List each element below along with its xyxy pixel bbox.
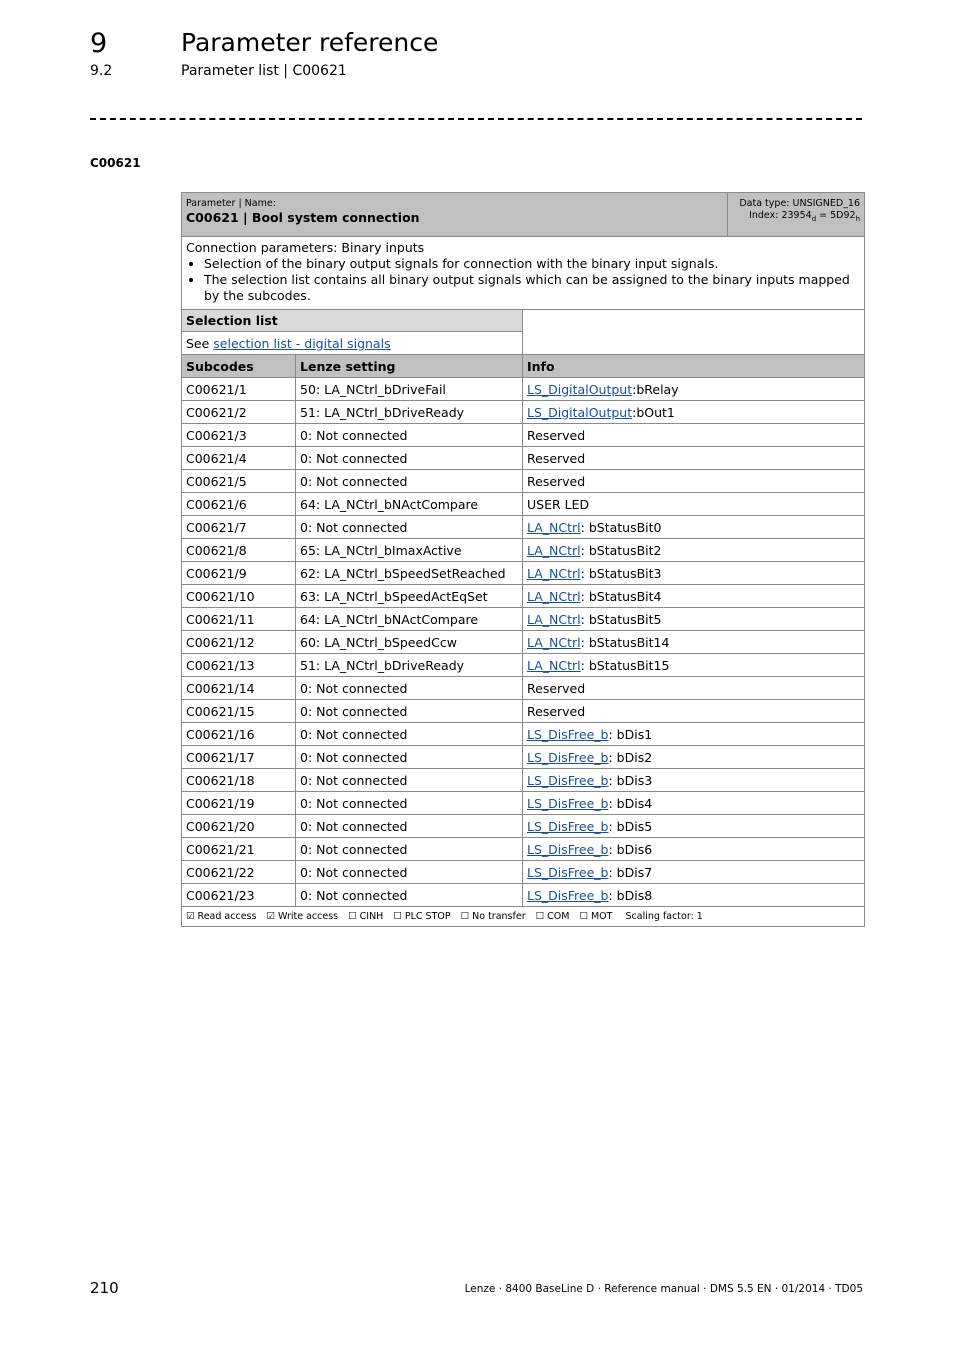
info-link[interactable]: LS_DisFree_b [527,864,609,880]
lenze-setting-cell: 65: LA_NCtrl_bImaxActive [296,539,523,562]
lenze-setting-cell: 0: Not connected [296,516,523,539]
selection-list-empty-cell [523,310,865,355]
subcode-cell: C00621/23 [182,884,296,907]
subcode-cell: C00621/5 [182,470,296,493]
lenze-setting-cell: 0: Not connected [296,447,523,470]
access-footer-cell [182,907,865,927]
info-text: : bStatusBit5 [580,611,662,627]
description-bullet: • The selection list contains all binary output signals which can be assigned to the binary inputs mapped by the subcodes. [204,272,860,304]
subcode-cell: C00621/18 [182,769,296,792]
table-row [182,631,865,654]
chapter-title: Parameter reference [181,28,439,57]
parameter-header-row [182,193,865,237]
info-cell [523,815,865,838]
table-row [182,401,865,424]
table-row [182,746,865,769]
info-text: Reserved [527,427,586,443]
table-row [182,815,865,838]
info-link[interactable]: LS_DigitalOutput [527,404,633,420]
info-cell [523,838,865,861]
info-link[interactable]: LS_DisFree_b [527,887,609,903]
description-row [182,237,865,310]
info-link[interactable]: LS_DigitalOutput [527,381,633,397]
info-cell [523,677,865,700]
info-text: : bDis1 [608,726,653,742]
info-cell [523,378,865,401]
column-header-info: Info [523,355,865,378]
info-cell [523,654,865,677]
info-cell [523,631,865,654]
table-row [182,700,865,723]
lenze-setting-cell: 0: Not connected [296,470,523,493]
info-link[interactable]: LS_DisFree_b [527,772,609,788]
table-row [182,861,865,884]
selection-list-cell: See selection list - digital signals [182,332,523,355]
column-header-lenze-setting: Lenze setting [296,355,523,378]
info-cell [523,792,865,815]
subcode-cell: C00621/21 [182,838,296,861]
parameter-meta-cell [728,193,865,237]
subcode-cell: C00621/7 [182,516,296,539]
lenze-setting-cell: 62: LA_NCtrl_bSpeedSetReached [296,562,523,585]
lenze-setting-cell: 51: LA_NCtrl_bDriveReady [296,401,523,424]
info-cell [523,769,865,792]
lenze-setting-cell: 0: Not connected [296,815,523,838]
info-text: : bStatusBit4 [580,588,662,604]
parameter-index: Index: $23954_d = 5D92_h$ [749,210,861,223]
table-row [182,470,865,493]
table-row [182,884,865,907]
info-link[interactable]: LS_DisFree_b [527,818,609,834]
lenze-setting-cell: 64: LA_NCtrl_bNActCompare [296,493,523,516]
info-cell [523,470,865,493]
info-cell [523,585,865,608]
table-row [182,585,865,608]
subcode-cell: C00621/17 [182,746,296,769]
info-link[interactable]: LA_NCtrl [527,634,581,650]
info-link[interactable]: LS_DisFree_b [527,749,609,765]
info-link[interactable]: LA_NCtrl [527,588,581,604]
description-text: Connection parameters: Binary inputs [186,240,425,255]
info-link[interactable]: LS_DisFree_b [527,726,609,742]
table-row [182,769,865,792]
column-header-row [182,355,865,378]
info-text: : bDis3 [608,772,653,788]
lenze-setting-cell: 0: Not connected [296,746,523,769]
info-cell [523,723,865,746]
parameter-name-cell [182,193,728,237]
access-flag: ☐ COM [535,911,570,922]
subcode-cell: C00621/3 [182,424,296,447]
subcode-cell: C00621/6 [182,493,296,516]
info-link[interactable]: LS_DisFree_b [527,841,609,857]
data-type: Data type: UNSIGNED_16 [739,198,861,209]
page-number: 210 [90,1279,119,1297]
parameter-name-label: Parameter | Name: [186,198,276,209]
table-row [182,424,865,447]
section-number: 9.2 [90,63,113,79]
info-text: : bDis6 [608,841,653,857]
table-row [182,677,865,700]
lenze-setting-cell: 0: Not connected [296,792,523,815]
lenze-setting-cell: 0: Not connected [296,723,523,746]
table-row [182,447,865,470]
subcode-cell: C00621/4 [182,447,296,470]
info-text: Reserved [527,473,586,489]
description-bullets [186,256,860,304]
info-text: Reserved [527,450,586,466]
lenze-setting-cell: 0: Not connected [296,700,523,723]
table-row [182,654,865,677]
info-text: : bDis7 [608,864,653,880]
document-footer: Lenze · 8400 BaseLine D · Reference manual · DMS 5.5 EN · 01/2014 · TD05 [464,1283,863,1295]
info-text: :bRelay [632,381,679,397]
info-text: : bDis5 [608,818,653,834]
info-text: Reserved [527,703,586,719]
subcode-cell: C00621/14 [182,677,296,700]
info-text: : bStatusBit14 [580,634,670,650]
parameter-table [181,192,865,927]
lenze-setting-cell: 50: LA_NCtrl_bDriveFail [296,378,523,401]
info-cell [523,861,865,884]
subcode-cell: C00621/12 [182,631,296,654]
lenze-setting-cell: 60: LA_NCtrl_bSpeedCcw [296,631,523,654]
info-cell [523,539,865,562]
info-text: : bStatusBit15 [580,657,670,673]
subcode-cell: C00621/2 [182,401,296,424]
subcode-cell: C00621/19 [182,792,296,815]
selection-list-header-row [182,310,865,332]
parameter-heading: C00621 [90,156,141,170]
subcode-cell: C00621/22 [182,861,296,884]
info-cell [523,884,865,907]
info-text: : bDis8 [608,887,653,903]
lenze-setting-cell: 0: Not connected [296,861,523,884]
access-flag: ☐ CINH [348,911,384,922]
table-row [182,378,865,401]
header-divider [90,118,862,120]
table-row [182,539,865,562]
subcode-cell: C00621/9 [182,562,296,585]
access-flag: ☐ PLC STOP [393,911,451,922]
info-link[interactable]: LA_NCtrl [527,611,581,627]
subcode-cell: C00621/13 [182,654,296,677]
table-row [182,838,865,861]
info-cell [523,516,865,539]
info-text: : bStatusBit2 [580,542,662,558]
info-text: : bDis2 [608,749,653,765]
access-flag: ☑ Write access [266,911,339,922]
info-cell [523,746,865,769]
info-text: : bDis4 [608,795,653,811]
table-row [182,516,865,539]
info-cell [523,493,865,516]
info-text: : bStatusBit3 [580,565,662,581]
info-link[interactable]: LA_NCtrl [527,657,581,673]
info-text: :bOut1 [632,404,675,420]
info-text: Reserved [527,680,586,696]
table-row [182,792,865,815]
info-cell [523,447,865,470]
lenze-setting-cell: 0: Not connected [296,838,523,861]
subcode-cell: C00621/11 [182,608,296,631]
lenze-setting-cell: 63: LA_NCtrl_bSpeedActEqSet [296,585,523,608]
access-flag: ☑ Read access [186,911,257,922]
subcode-cell: C00621/20 [182,815,296,838]
column-header-subcodes: Subcodes [182,355,296,378]
access-footer-row [182,907,865,927]
info-cell [523,424,865,447]
description-bullet: • Selection of the binary output signals for connection with the binary input signals. [204,256,860,272]
lenze-setting-cell: 0: Not connected [296,769,523,792]
lenze-setting-cell: 0: Not connected [296,884,523,907]
lenze-setting-cell: 0: Not connected [296,424,523,447]
selection-list-label: Selection list [182,310,523,332]
section-title: Parameter list | C00621 [181,63,347,79]
info-link[interactable]: LS_DisFree_b [527,795,609,811]
info-cell [523,700,865,723]
info-link[interactable]: LA_NCtrl [527,519,581,535]
table-row [182,723,865,746]
subcode-cell: C00621/8 [182,539,296,562]
subcode-cell: C00621/16 [182,723,296,746]
info-link[interactable]: LA_NCtrl [527,542,581,558]
lenze-setting-cell: 0: Not connected [296,677,523,700]
description-cell [182,237,865,310]
lenze-setting-cell: 64: LA_NCtrl_bNActCompare [296,608,523,631]
info-cell [523,608,865,631]
table-row [182,493,865,516]
access-flag: ☐ MOT [579,911,613,922]
subcode-cell: C00621/10 [182,585,296,608]
parameter-name: C00621 | Bool system connection [186,210,420,225]
lenze-setting-cell: 51: LA_NCtrl_bDriveReady [296,654,523,677]
subcode-cell: C00621/1 [182,378,296,401]
selection-list-link[interactable]: selection list - digital signals [213,335,391,351]
info-text: USER LED [527,496,590,512]
table-row [182,562,865,585]
info-cell [523,401,865,424]
access-flag: ☐ No transfer [460,911,526,922]
info-cell [523,562,865,585]
info-text: : bStatusBit0 [580,519,662,535]
subcode-cell: C00621/15 [182,700,296,723]
table-row [182,608,865,631]
access-flag: Scaling factor: 1 [622,911,703,922]
chapter-number: 9 [90,28,108,59]
info-link[interactable]: LA_NCtrl [527,565,581,581]
